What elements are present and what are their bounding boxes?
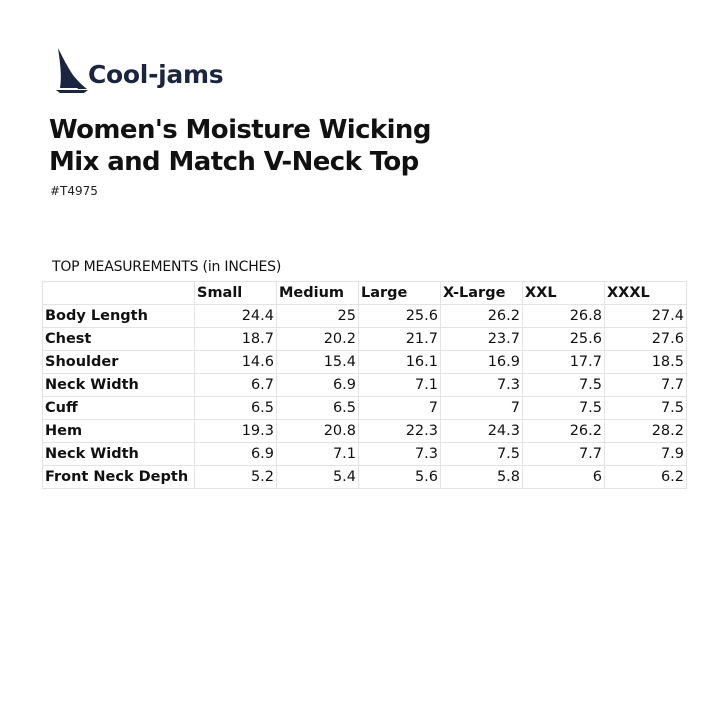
row-label: Chest [43, 328, 195, 351]
table-row [43, 466, 687, 489]
table-row [43, 420, 687, 443]
table-cell: 6.2 [605, 466, 687, 489]
product-title-line-1: Women's Moisture Wicking [49, 115, 431, 145]
table-row [43, 351, 687, 374]
sailboat-icon [54, 46, 90, 94]
table-cell: 23.7 [441, 328, 523, 351]
table-cell: 27.6 [605, 328, 687, 351]
table-row [43, 397, 687, 420]
row-label: Cuff [43, 397, 195, 420]
table-cell: 6.9 [195, 443, 277, 466]
row-label: Shoulder [43, 351, 195, 374]
row-label: Front Neck Depth [43, 466, 195, 489]
row-label: Neck Width [43, 443, 195, 466]
table-cell: 7.5 [605, 397, 687, 420]
table-cell: 20.2 [277, 328, 359, 351]
table-cell: 22.3 [359, 420, 441, 443]
column-header-medium: Medium [277, 282, 359, 305]
table-row [43, 374, 687, 397]
row-label: Hem [43, 420, 195, 443]
table-cell: 5.2 [195, 466, 277, 489]
table-row [43, 305, 687, 328]
table-cell: 26.2 [523, 420, 605, 443]
table-cell: 21.7 [359, 328, 441, 351]
table-cell: 5.4 [277, 466, 359, 489]
header-row [43, 282, 687, 305]
table-cell: 7.3 [359, 443, 441, 466]
table-cell: 7.5 [523, 397, 605, 420]
table-cell: 16.1 [359, 351, 441, 374]
table-cell: 25.6 [523, 328, 605, 351]
table-cell: 17.7 [523, 351, 605, 374]
column-header-x-large: X-Large [441, 282, 523, 305]
table-cell: 7.1 [277, 443, 359, 466]
table-cell: 20.8 [277, 420, 359, 443]
table-cell: 24.3 [441, 420, 523, 443]
table-cell: 6.9 [277, 374, 359, 397]
table-cell: 26.8 [523, 305, 605, 328]
table-cell: 7.5 [523, 374, 605, 397]
column-header-small: Small [195, 282, 277, 305]
table-cell: 7.3 [441, 374, 523, 397]
table-cell: 18.5 [605, 351, 687, 374]
column-header-xxl: XXL [523, 282, 605, 305]
table-cell: 27.4 [605, 305, 687, 328]
table-cell: 6.5 [195, 397, 277, 420]
table-cell: 6.7 [195, 374, 277, 397]
table-row [43, 328, 687, 351]
table-cell: 25 [277, 305, 359, 328]
table-cell: 7 [359, 397, 441, 420]
table-caption: TOP MEASUREMENTS (in INCHES) [52, 259, 282, 275]
table-cell: 6 [523, 466, 605, 489]
row-label: Body Length [43, 305, 195, 328]
column-header-xxxl: XXXL [605, 282, 687, 305]
product-title-line-2: Mix and Match V-Neck Top [49, 147, 419, 177]
table-cell: 24.4 [195, 305, 277, 328]
product-title [49, 114, 689, 178]
row-label: Neck Width [43, 374, 195, 397]
table-cell: 14.6 [195, 351, 277, 374]
column-header-large: Large [359, 282, 441, 305]
table-cell: 28.2 [605, 420, 687, 443]
table-cell: 25.6 [359, 305, 441, 328]
table-cell: 15.4 [277, 351, 359, 374]
table-cell: 7.9 [605, 443, 687, 466]
table-cell: 16.9 [441, 351, 523, 374]
product-sku: #T4975 [50, 184, 98, 198]
table-cell: 6.5 [277, 397, 359, 420]
table-cell: 5.6 [359, 466, 441, 489]
table-cell: 7.5 [441, 443, 523, 466]
table-cell: 18.7 [195, 328, 277, 351]
brand-logo [54, 46, 90, 94]
table-cell: 19.3 [195, 420, 277, 443]
table-cell: 5.8 [441, 466, 523, 489]
table-cell: 7.1 [359, 374, 441, 397]
table-cell: 7.7 [523, 443, 605, 466]
table-cell: 7.7 [605, 374, 687, 397]
table-cell: 26.2 [441, 305, 523, 328]
size-chart-table [42, 281, 687, 489]
brand-name: Cool-jams [88, 60, 224, 89]
table-row [43, 443, 687, 466]
table-cell: 7 [441, 397, 523, 420]
corner-cell [43, 282, 195, 305]
